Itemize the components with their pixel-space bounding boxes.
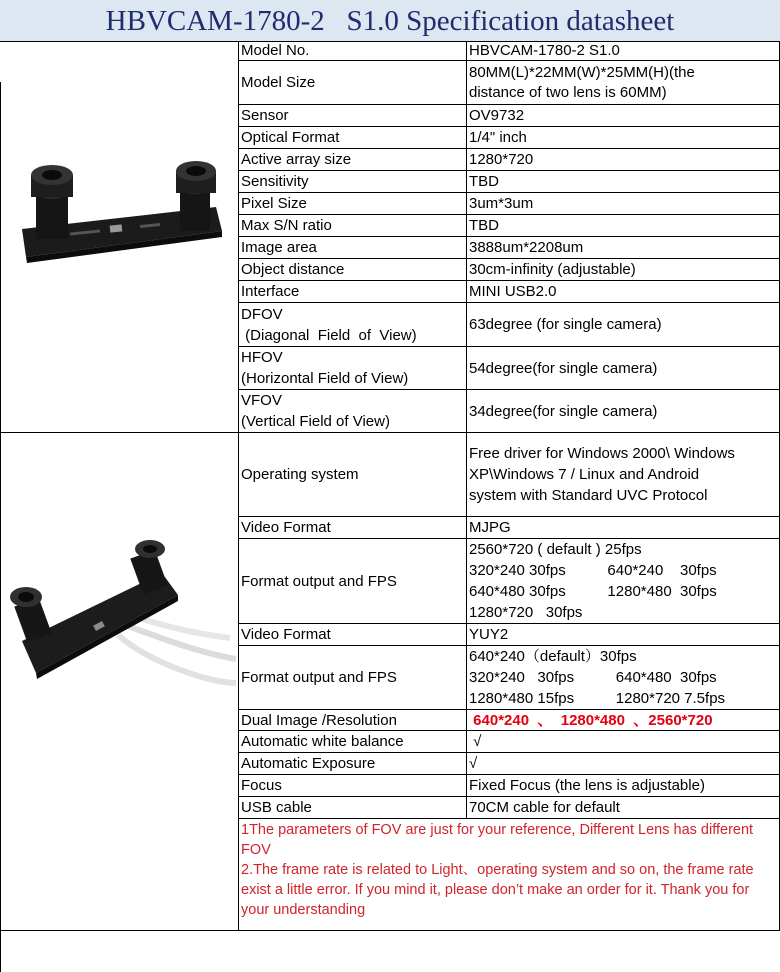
value-hfov: 54degree(for single camera) <box>467 347 780 390</box>
label-format-fps-yuy2: Format output and FPS <box>239 646 467 710</box>
value-video-format-mjpg: MJPG <box>467 517 780 539</box>
product-photo-bottom <box>0 433 239 931</box>
value-format-fps-yuy2 <box>467 646 780 710</box>
value-image-area: 3888um*2208um <box>467 237 780 259</box>
value-sensitivity: TBD <box>467 171 780 193</box>
value-line: 1280*480 15fps 1280*720 7.5fps <box>469 690 726 707</box>
label-vfov <box>239 390 467 433</box>
value-line: 2560*720 ( default ) 25fps <box>469 541 642 558</box>
label-line: VFOV <box>241 392 282 409</box>
label-video-format-yuy2: Video Format <box>239 624 467 646</box>
label-focus: Focus <box>239 775 467 797</box>
page-title: HBVCAM-1780-2 S1.0 Specification datasheet <box>0 0 780 42</box>
label-pixel-size: Pixel Size <box>239 193 467 215</box>
value-line: 80MM(L)*22MM(W)*25MM(H)(the <box>469 63 695 81</box>
value-optical-format: 1/4" inch <box>467 127 780 149</box>
value-line: 640*480 30fps 1280*480 30fps <box>469 583 717 600</box>
notes <box>239 819 780 931</box>
spec-table <box>0 41 780 931</box>
label-format-fps-mjpg: Format output and FPS <box>239 539 467 624</box>
label-optical-format: Optical Format <box>239 127 467 149</box>
value-object-distance: 30cm-infinity (adjustable) <box>467 259 780 281</box>
value-line: system with Standard UVC Protocol <box>469 487 708 504</box>
dual-camera-board-image <box>0 41 238 432</box>
value-max-sn: TBD <box>467 215 780 237</box>
value-line: Free driver for Windows 2000\ Windows <box>469 445 735 462</box>
label-model-no: Model No. <box>239 41 467 61</box>
value-line: 320*240 30fps 640*480 30fps <box>469 669 717 686</box>
label-white-balance: Automatic white balance <box>239 731 467 753</box>
label-sensitivity: Sensitivity <box>239 171 467 193</box>
label-sensor: Sensor <box>239 105 467 127</box>
label-line: (Horizontal Field of View) <box>241 370 409 387</box>
value-line: XP\Windows 7 / Linux and Android <box>469 466 700 483</box>
label-video-format-mjpg: Video Format <box>239 517 467 539</box>
label-dual-image: Dual Image /Resolution <box>239 710 467 731</box>
value-white-balance: √ <box>467 731 780 753</box>
label-usb-cable: USB cable <box>239 797 467 819</box>
label-operating-system: Operating system <box>239 433 467 517</box>
label-line: DFOV <box>241 305 283 323</box>
value-operating-system <box>467 433 780 517</box>
label-interface: Interface <box>239 281 467 303</box>
value-video-format-yuy2: YUY2 <box>467 624 780 646</box>
value-auto-exposure: √ <box>467 753 780 775</box>
label-image-area: Image area <box>239 237 467 259</box>
label-line: (Diagonal Field of View) <box>241 326 417 344</box>
value-vfov: 34degree(for single camera) <box>467 390 780 433</box>
value-format-fps-mjpg <box>467 539 780 624</box>
value-dual-image: 640*240 、 1280*480 、2560*720 <box>467 710 780 731</box>
value-usb-cable: 70CM cable for default <box>467 797 780 819</box>
label-line: (Vertical Field of View) <box>241 413 390 430</box>
dual-camera-with-cable-image <box>0 433 238 930</box>
value-focus: Fixed Focus (the lens is adjustable) <box>467 775 780 797</box>
label-auto-exposure: Automatic Exposure <box>239 753 467 775</box>
value-interface: MINI USB2.0 <box>467 281 780 303</box>
value-line: 1280*720 30fps <box>469 604 583 621</box>
value-dfov: 63degree (for single camera) <box>467 303 780 347</box>
value-pixel-size: 3um*3um <box>467 193 780 215</box>
value-active-array: 1280*720 <box>467 149 780 171</box>
note-fov: 1The parameters of FOV are just for your reference, Different Lens has different FOV <box>241 822 754 858</box>
note-frame-rate: 2.The frame rate is related to Light、operating system and so on, the frame rate exist a little error. If you mind it, please don’t make an order for it. Thank you for your understanding <box>241 862 754 918</box>
label-active-array: Active array size <box>239 149 467 171</box>
label-model-size: Model Size <box>239 61 467 105</box>
value-model-size <box>467 61 780 105</box>
label-dfov <box>239 303 467 347</box>
product-photo-top <box>0 41 239 433</box>
value-line: 640*240（default）30fps <box>469 648 637 665</box>
label-object-distance: Object distance <box>239 259 467 281</box>
value-line: 320*240 30fps 640*240 30fps <box>469 562 717 579</box>
value-sensor: OV9732 <box>467 105 780 127</box>
value-line: distance of two lens is 60MM) <box>469 83 667 101</box>
label-line: HFOV <box>241 349 283 366</box>
label-hfov <box>239 347 467 390</box>
label-max-sn: Max S/N ratio <box>239 215 467 237</box>
value-model-no: HBVCAM-1780-2 S1.0 <box>467 41 780 61</box>
